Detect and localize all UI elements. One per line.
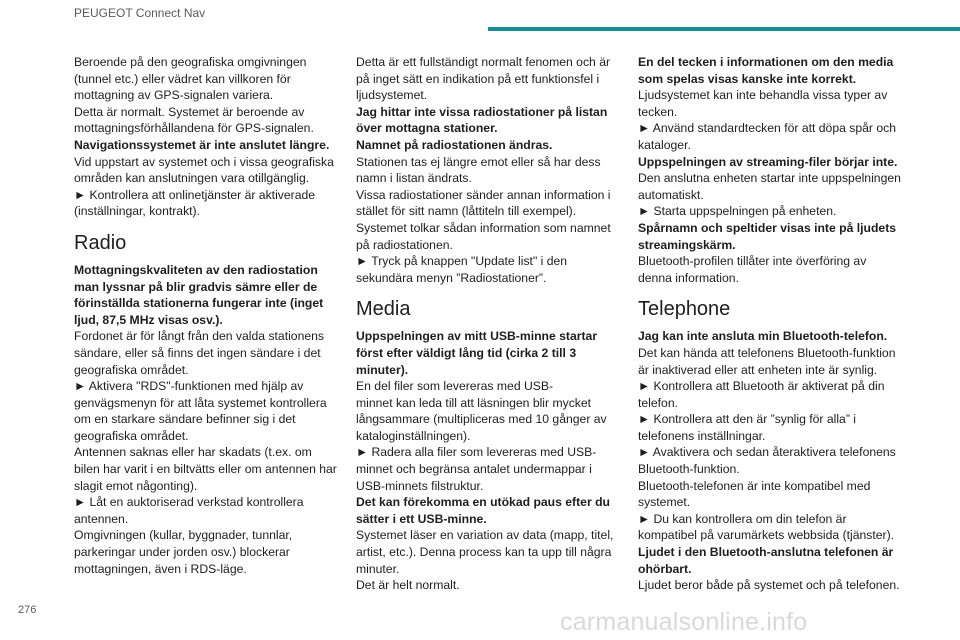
body-paragraph: Vid uppstart av systemet och i vissa geografiska områden kan anslutningen vara otillgänglig. ► Kontrollera att onlinetjänster är aktiverade (inställningar, kontrakt).: [74, 154, 334, 219]
body-paragraph: Detta är ett fullständigt normalt fenomen och är på inget sätt en indikation på ett funktionsfel i ljudsystemet.: [356, 55, 611, 103]
question-heading: Mottagningskvaliteten av den radiostation man lyssnar på blir gradvis sämre eller de förinställda stationerna fungerar inte (inget ljud, 87,5 MHz visas osv.).: [74, 262, 324, 327]
question-heading: Jag kan inte ansluta min Bluetooth-telefon.: [638, 329, 888, 344]
question-heading: Spårnamn och speltider visas inte på ljudets streamingskärm.: [638, 220, 897, 252]
question-heading: Uppspelningen av streaming-filer börjar inte.: [638, 154, 898, 169]
body-paragraph: Ljudet beror både på systemet och på telefonen.: [638, 578, 900, 593]
body-paragraph: Den anslutna enheten startar inte uppspelningen automatiskt. ► Starta uppspelningen på enheten.: [638, 171, 901, 219]
question-heading: Navigationssystemet är inte anslutet längre.: [74, 137, 330, 152]
body-paragraph: Stationen tas ej längre emot eller så har dess namn i listan ändrats. Vissa radiostationer sänder annan information i stället för sitt namn (låttiteln till exempel). Systemet tolkar sådan information som namnet på radiostationen. ► Tryck på knappen "Update list" i den sekundära menyn ”Radiostationer”.: [356, 154, 611, 285]
page-number: 276: [18, 604, 37, 616]
question-heading: Ljudet i den Bluetooth-anslutna telefonen är ohörbart.: [638, 545, 894, 576]
text-column-2: [356, 54, 638, 594]
body-paragraph: Ljudsystemet kan inte behandla vissa typer av tecken. ► Använd standardtecken för att döpa spår och kataloger.: [638, 88, 897, 152]
watermark: carmanualsonline.info: [560, 608, 808, 636]
body-paragraph: Fordonet är för långt från den valda stationens sändare, eller så finns det ingen sändare i det geografiska området. ► Aktivera "RDS"-funktionen med hjälp av genvägsmenyn för att låta systemet kontrollera om en starkare sändare befinner sig i det geografiska området. Antennen saknas eller har skadats (t.ex. om bilen har varit i en biltvätts eller om antennen har slagit emot någonting). ► Låt en auktoriserad verkstad kontrollera antennen. Omgivningen (kullar, byggnader, tunnlar, parkeringar under jorden osv.) blockerar mottagningen, även i RDS-läge.: [74, 329, 337, 576]
section-heading: Telephone: [638, 298, 731, 321]
question-heading: En del tecken i informationen om den media som spelas visas kanske inte korrekt.: [638, 55, 894, 86]
text-column-3: [638, 54, 920, 594]
section-heading: Radio: [74, 231, 127, 254]
body-paragraph: Det kan hända att telefonens Bluetooth-funktion är inaktiverad eller att enheten inte är synlig. ► Kontrollera att Bluetooth är aktiverat på din telefon. ► Kontrollera att den är ”synlig för alla” i telefonens inställningar. ► Avaktivera och sedan återaktivera telefonens Bluetooth-funktion. Bluetooth-telefonen är inte kompatibel med systemet. ► Du kan kontrollera om din telefon är kompatibel på varumärkets webbsida (tjänster).: [638, 345, 896, 543]
header-accent-bar: [488, 27, 960, 31]
question-heading: Uppspelningen av mitt USB-minne startar först efter väldigt lång tid (cirka 2 till 3 minuter).: [356, 329, 598, 377]
question-heading: Det kan förekomma en utökad paus efter du sätter i ett USB-minne.: [356, 495, 610, 526]
section-heading: Media: [356, 298, 411, 321]
body-paragraph: Systemet läser en variation av data (mapp, titel, artist, etc.). Denna process kan ta upp till några minuter. Det är helt normalt.: [356, 528, 614, 593]
text-column-1: [74, 54, 356, 577]
body-paragraph: Beroende på den geografiska omgivningen (tunnel etc.) eller vädret kan villkoren för mottagning av GPS-signalen variera. Detta är normalt. Systemet är beroende av mottagningsförhållandena för GPS-signalen.: [74, 55, 314, 136]
body-paragraph: En del filer som levereras med USB- minnet kan leda till att läsningen blir mycket långsammare (multipliceras med 10 gånger av kataloginställningen). ► Radera alla filer som levereras med USB- minnet och begränsa antalet undermappar i USB-minnets filstruktur.: [356, 379, 607, 493]
document-header-title: PEUGEOT Connect Nav: [74, 6, 206, 20]
body-paragraph: Bluetooth-profilen tillåter inte överföring av denna information.: [638, 254, 867, 285]
question-heading: Jag hittar inte vissa radiostationer på listan över mottagna stationer. Namnet på radiostationen ändras.: [356, 104, 608, 152]
